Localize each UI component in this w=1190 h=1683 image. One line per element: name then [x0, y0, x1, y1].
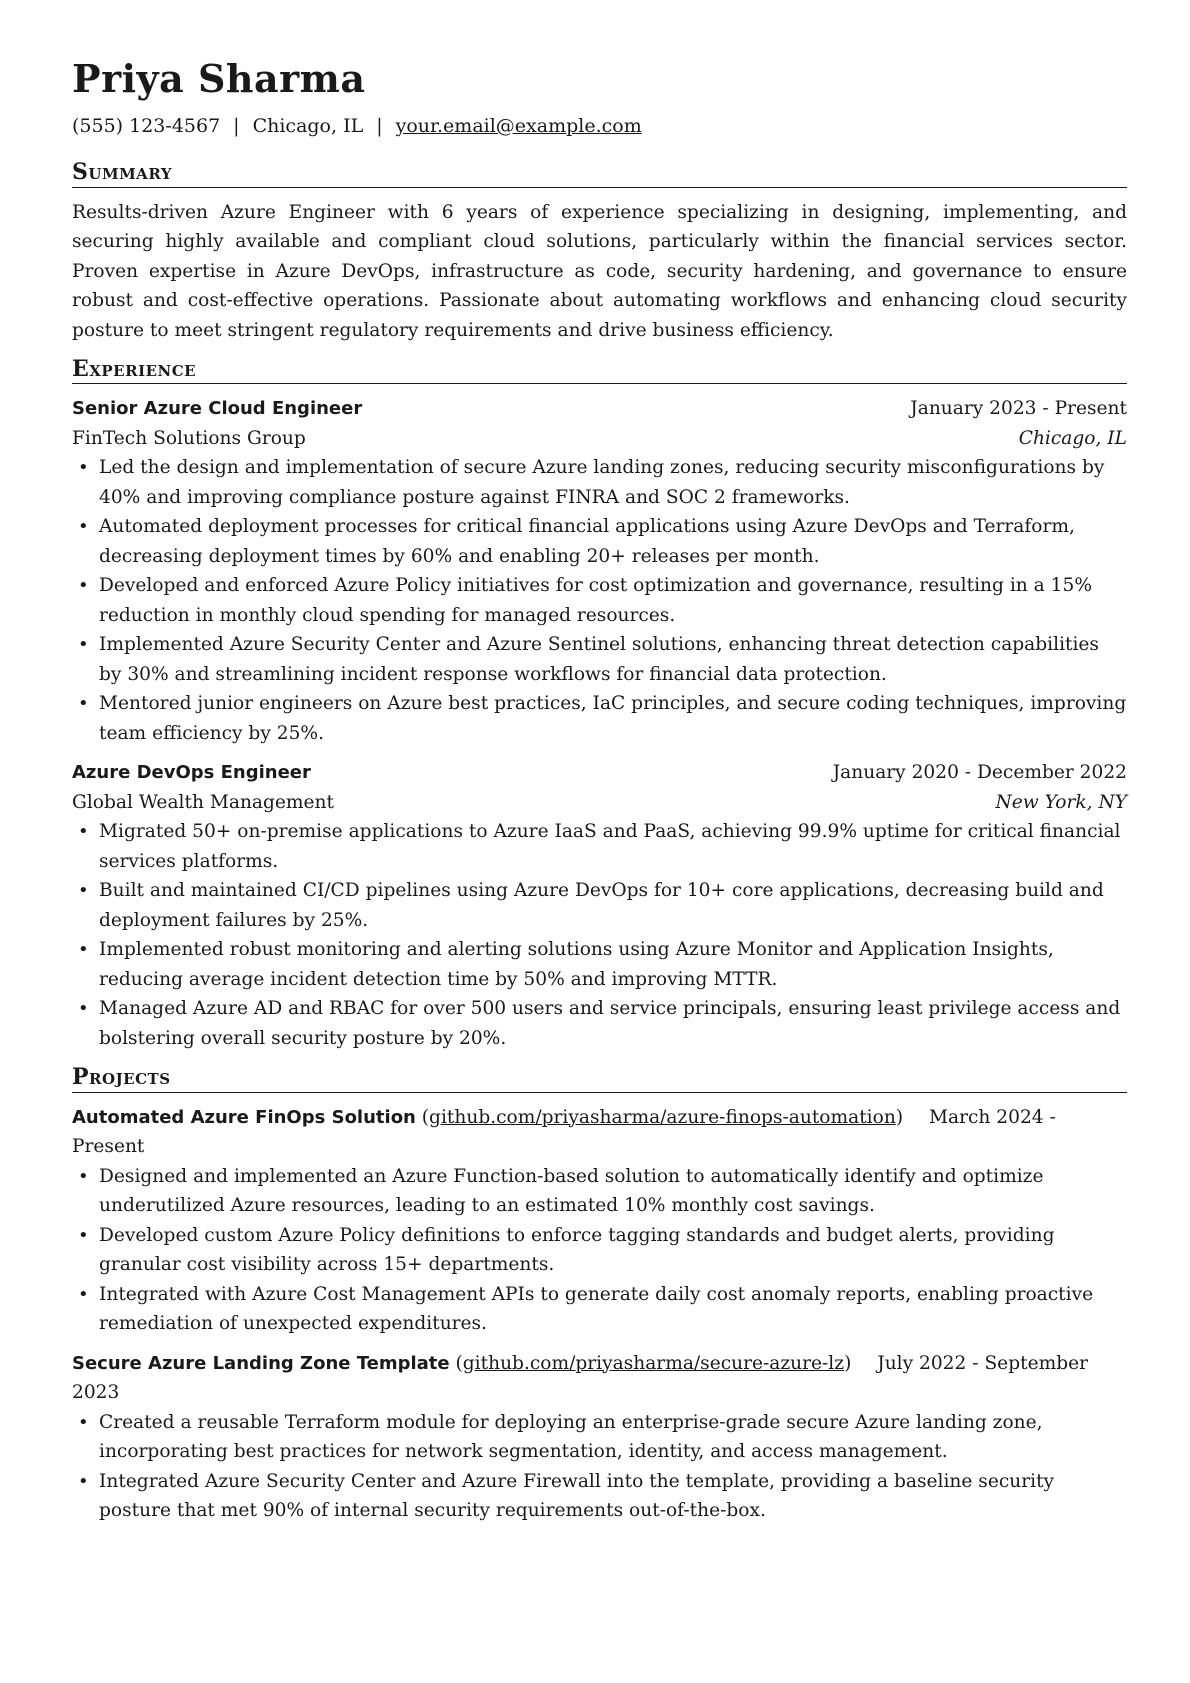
phone-number: (555) 123-4567: [72, 114, 221, 137]
project-entry: Automated Azure FinOps Solution (github.com/priyasharma/azure-finops-automation) March 2024 - Present • Designed and implemented an Azure Function-based solution to automatically identify and optimize underutilized Azure resources, leading to an estimated 10% monthly cost savings. • Developed custom Azure Policy definitions to enforce tagging standards and budget alerts, providing granular cost visibility across 15+ departments. • Integrated with Azure Cost Management APIs to generate daily cost anomaly reports, enabling proactive remediation of unexpected expenditures.: [72, 1103, 1127, 1339]
separator: |: [376, 114, 383, 137]
bullet-item: • Created a reusable Terraform module for deploying an enterprise-grade secure Azure landing zone, incorporating best practices for network segmentation, identity, and access management.: [72, 1408, 1127, 1467]
project-bullets: [72, 1162, 1127, 1339]
candidate-name: Priya Sharma: [72, 56, 366, 101]
summary-section: [72, 160, 1127, 345]
summary-text: Results-driven Azure Engineer with 6 years of experience specializing in designing, implementing, and securing highly available and compliant cloud solutions, particularly within the financial services sector. Proven expertise in Azure DevOps, infrastructure as code, security hardening, and governance to ensure robust and cost-effective operations. Passionate about automating workflows and enhancing cloud security posture to meet stringent regulatory requirements and drive business efficiency.: [72, 201, 1127, 341]
bullet-item: • Implemented Azure Security Center and Azure Sentinel solutions, enhancing threat detection capabilities by 30% and streamlining incident response workflows for financial data protection.: [72, 630, 1127, 689]
project-entry: Secure Azure Landing Zone Template (github.com/priyasharma/secure-azure-lz) July 2022 - September 2023 • Created a reusable Terraform module for deploying an enterprise-grade secure Azure landing zone, incorporating best practices for network segmentation, identity, and access management. • Integrated Azure Security Center and Azure Firewall into the template, providing a baseline security posture that met 90% of internal security requirements out-of-the-box.: [72, 1349, 1127, 1526]
project-dates: July 2022 - September 2023: [72, 1352, 1088, 1404]
bullet-item: • Integrated Azure Security Center and Azure Firewall into the template, providing a baseline security posture that met 90% of internal security requirements out-of-the-box.: [72, 1467, 1127, 1526]
job-entry: [72, 394, 1127, 748]
bullet-item: • Mentored junior engineers on Azure best practices, IaC principles, and secure coding techniques, improving team efficiency by 25%.: [72, 689, 1127, 748]
bullet-item: • Automated deployment processes for critical financial applications using Azure DevOps and Terraform, decreasing deployment times by 60% and enabling 20+ releases per month.: [72, 512, 1127, 571]
section-title-summary: Summary: [72, 160, 1127, 187]
bullet-item: • Built and maintained CI/CD pipelines using Azure DevOps for 10+ core applications, decreasing build and deployment failures by 25%.: [72, 876, 1127, 935]
job-bullets: [72, 453, 1127, 748]
experience-section: [72, 357, 1127, 1053]
bullet-item: • Migrated 50+ on-premise applications to Azure IaaS and PaaS, achieving 99.9% uptime for critical financial services platforms.: [72, 817, 1127, 876]
section-title-projects: Projects: [72, 1065, 1127, 1092]
bullet-item: • Developed and enforced Azure Policy initiatives for cost optimization and governance, resulting in a 15% reduction in monthly cloud spending for managed resources.: [72, 571, 1127, 630]
location: Chicago, IL: [252, 114, 364, 137]
project-link[interactable]: github.com/priyasharma/azure-finops-automation: [429, 1106, 896, 1128]
job-dates: January 2023 - Present: [910, 398, 1127, 420]
bullet-item: • Integrated with Azure Cost Management APIs to generate daily cost anomaly reports, enabling proactive remediation of unexpected expenditures.: [72, 1280, 1127, 1339]
job-entry: [72, 758, 1127, 1053]
job-title: Senior Azure Cloud Engineer: [72, 398, 363, 420]
bullet-item: • Led the design and implementation of secure Azure landing zones, reducing security misconfigurations by 40% and improving compliance posture against FINRA and SOC 2 frameworks.: [72, 453, 1127, 512]
project-bullets: [72, 1408, 1127, 1526]
project-dates: March 2024 - Present: [72, 1106, 1056, 1158]
contact-line: [72, 114, 1127, 139]
separator: |: [233, 114, 240, 137]
company-name: FinTech Solutions Group: [72, 427, 306, 449]
email-link[interactable]: your.email@example.com: [395, 114, 642, 137]
project-link[interactable]: github.com/priyasharma/secure-azure-lz: [462, 1352, 845, 1374]
projects-section: [72, 1065, 1127, 1525]
job-location: Chicago, IL: [1018, 427, 1127, 449]
job-dates: January 2020 - December 2022: [832, 762, 1127, 784]
project-title: Secure Azure Landing Zone Template: [72, 1352, 450, 1374]
job-title: Azure DevOps Engineer: [72, 762, 311, 784]
job-location: New York, NY: [995, 791, 1127, 813]
bullet-item: • Implemented robust monitoring and alerting solutions using Azure Monitor and Application Insights, reducing average incident detection time by 50% and improving MTTR.: [72, 935, 1127, 994]
resume-page: [72, 58, 1127, 1538]
bullet-item: • Designed and implemented an Azure Function-based solution to automatically identify and optimize underutilized Azure resources, leading to an estimated 10% monthly cost savings.: [72, 1162, 1127, 1221]
project-title: Automated Azure FinOps Solution: [72, 1106, 416, 1128]
section-title-experience: Experience: [72, 357, 1127, 384]
job-bullets: [72, 817, 1127, 1053]
bullet-item: • Developed custom Azure Policy definitions to enforce tagging standards and budget alerts, providing granular cost visibility across 15+ departments.: [72, 1221, 1127, 1280]
bullet-item: • Managed Azure AD and RBAC for over 500 users and service principals, ensuring least privilege access and bolstering overall security posture by 20%.: [72, 994, 1127, 1053]
company-name: Global Wealth Management: [72, 791, 335, 813]
